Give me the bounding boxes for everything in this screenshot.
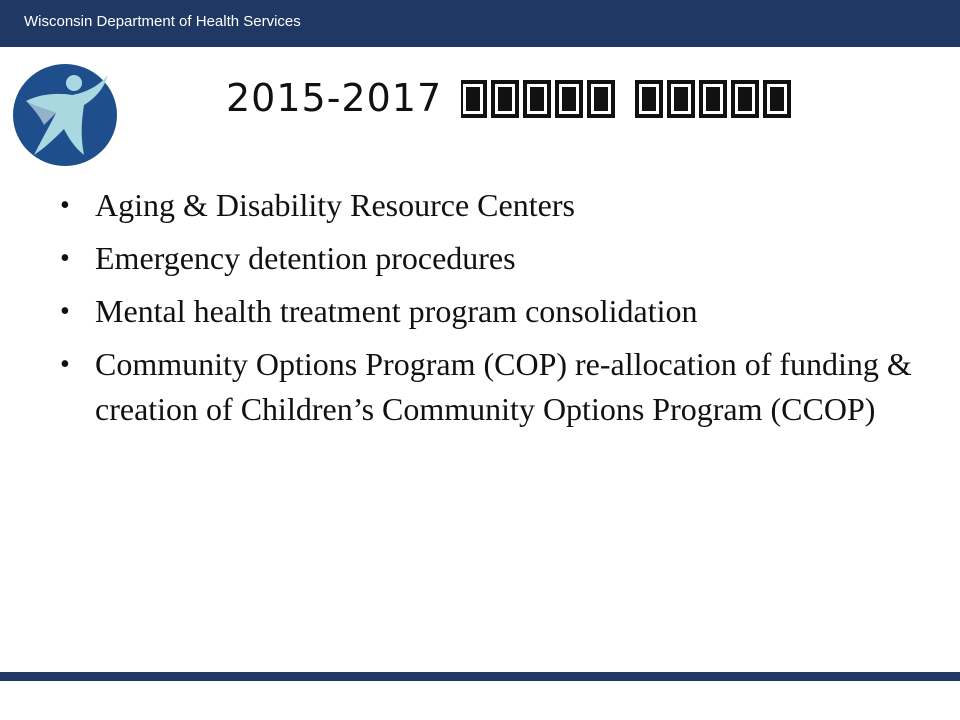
title-glyph-icons: [461, 76, 801, 120]
bullet-marker: •: [60, 190, 70, 221]
dhs-logo-icon: [12, 63, 118, 167]
bullet-text: Mental health treatment program consolidation: [95, 293, 698, 329]
bullet-list: [60, 183, 920, 440]
organization-name: Wisconsin Department of Health Services: [24, 13, 301, 30]
bullet-item: [60, 289, 920, 334]
bullet-marker: •: [60, 349, 70, 380]
bullet-text: Community Options Program (COP) re-allocation of funding & creation of Children’s Community Options Program (CCOP): [95, 346, 912, 427]
bullet-marker: •: [60, 296, 70, 327]
bullet-item: [60, 342, 920, 432]
bullet-text: Emergency detention procedures: [95, 240, 516, 276]
footer-bar: [0, 672, 960, 681]
title-year: 2015-2017: [226, 76, 443, 120]
page-title: [226, 76, 801, 136]
bullet-marker: •: [60, 243, 70, 274]
bullet-item: [60, 183, 920, 228]
bullet-item: [60, 236, 920, 281]
bullet-text: Aging & Disability Resource Centers: [95, 187, 575, 223]
header-bar: [0, 0, 960, 47]
